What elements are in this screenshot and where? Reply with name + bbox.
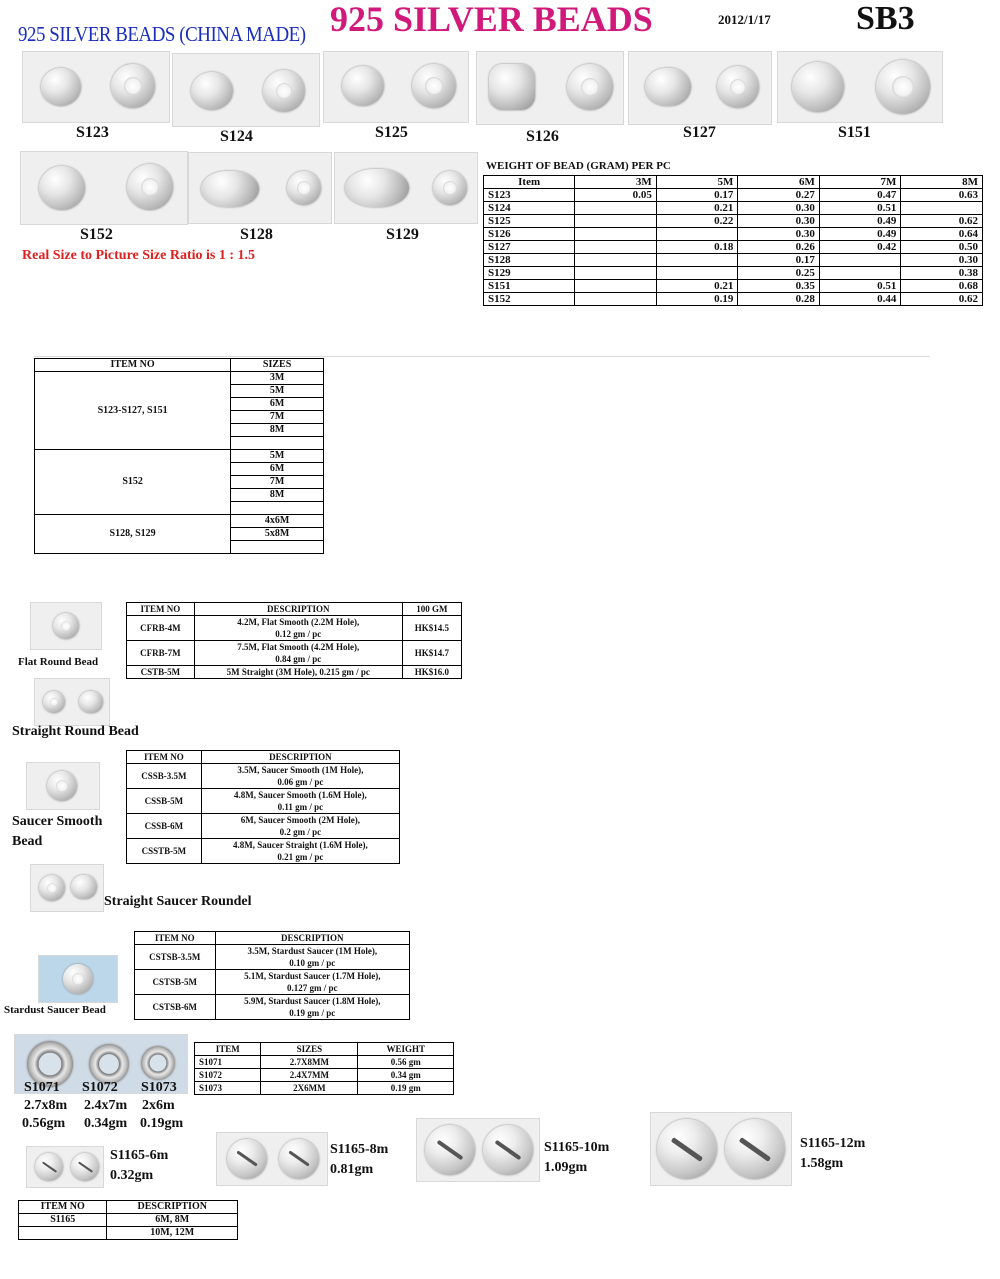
sizes-value: 5M — [231, 450, 324, 463]
weight-cell: S126 — [484, 228, 575, 241]
weight-cell: 0.44 — [819, 293, 901, 306]
stardust-desc-line: 0.10 gm / pc — [289, 958, 336, 968]
sizes-value: 7M — [231, 476, 324, 489]
weight-cell: S127 — [484, 241, 575, 254]
bead-photo-s125 — [323, 51, 469, 123]
flat-round-bead-photo — [30, 602, 102, 650]
saucer-table — [126, 750, 400, 864]
table-row — [484, 293, 983, 306]
flat-round-table — [126, 602, 462, 679]
weight-cell: S129 — [484, 267, 575, 280]
bead-label-s152: S152 — [80, 226, 113, 243]
sizes-value: 6M — [231, 463, 324, 476]
table-row — [127, 764, 400, 789]
s107x-cell: 2.4X7MM — [261, 1069, 358, 1082]
s1165-12m-photo — [650, 1112, 792, 1186]
bead-photo-s124 — [172, 53, 320, 127]
s1073-size: 2x6m — [142, 1098, 175, 1113]
sizes-item: S152 — [35, 450, 231, 515]
bead-label-s127: S127 — [683, 124, 716, 141]
s1165-8m-photo — [216, 1132, 328, 1186]
s107x-cell: 0.34 gm — [358, 1069, 454, 1082]
sizes-spacer — [231, 541, 324, 554]
sizes-value: 5M — [231, 385, 324, 398]
weight-cell — [656, 267, 738, 280]
stardust-desc-line: 0.127 gm / pc — [287, 983, 338, 993]
table-row — [135, 995, 410, 1020]
bead-label-s129: S129 — [386, 226, 419, 243]
saucer-item: CSSB-6M — [127, 814, 202, 839]
weight-header-cell: 8M — [901, 176, 983, 189]
page-title: 925 SILVER BEADS — [330, 0, 653, 39]
flat_round-desc — [194, 641, 402, 666]
s1165-header-item: ITEM NO — [19, 1201, 107, 1214]
weight-cell: S123 — [484, 189, 575, 202]
s1165-item-empty — [19, 1227, 107, 1240]
weight-cell — [575, 228, 657, 241]
weight-cell — [575, 293, 657, 306]
flat_round-header-cell: 100 GM — [402, 603, 461, 616]
weight-cell: 0.42 — [819, 241, 901, 254]
bead-photo-s128 — [188, 152, 332, 224]
weight-cell: 0.19 — [656, 293, 738, 306]
flat_round-price: HK$14.5 — [402, 616, 461, 641]
saucer-desc-line: 0.21 gm / pc — [277, 852, 324, 862]
flat_round-desc-line: 0.84 gm / pc — [275, 654, 322, 664]
table-row — [195, 1069, 454, 1082]
stardust-desc-line: 5.1M, Stardust Saucer (1.7M Hole), — [244, 971, 381, 981]
saucer-label: Saucer Smooth Bead — [12, 814, 103, 849]
sizes-value: 7M — [231, 411, 324, 424]
weight-cell: 0.35 — [738, 280, 820, 293]
table-row — [484, 280, 983, 293]
flat_round-desc-line: 4.2M, Flat Smooth (2.2M Hole), — [237, 617, 360, 627]
table-row — [35, 450, 324, 463]
weight-cell: 0.62 — [901, 293, 983, 306]
weight-cell: 0.17 — [656, 189, 738, 202]
saucer-desc — [201, 839, 399, 864]
s1071-size: 2.7x8m — [24, 1098, 68, 1113]
table-row — [484, 215, 983, 228]
flat_round-price: HK$16.0 — [402, 666, 461, 679]
weight-cell — [575, 267, 657, 280]
bead-photo-s127 — [628, 51, 772, 125]
weight-cell: 0.30 — [738, 202, 820, 215]
weight-header-cell: Item — [484, 176, 575, 189]
bead-photo-s129 — [334, 152, 478, 224]
s1165-header-desc: DESCRIPTION — [107, 1201, 238, 1214]
table-row — [484, 189, 983, 202]
sizes-spacer — [231, 502, 324, 515]
weight-cell: 0.27 — [738, 189, 820, 202]
weight-cell: S152 — [484, 293, 575, 306]
saucer-roundel-label: Straight Saucer Roundel — [104, 894, 252, 909]
weight-cell: S128 — [484, 254, 575, 267]
s107x-cell: S1073 — [195, 1082, 261, 1095]
header-date: 2012/1/17 — [718, 12, 771, 27]
ratio-note: Real Size to Picture Size Ratio is 1 : 1.5 — [22, 248, 256, 263]
table-row — [135, 945, 410, 970]
stardust-desc — [215, 945, 409, 970]
weight-cell: 0.30 — [901, 254, 983, 267]
s1165-12m-weight: 1.58gm — [800, 1156, 844, 1171]
weight-cell: 0.30 — [738, 215, 820, 228]
table-row — [135, 970, 410, 995]
weight-cell: 0.47 — [819, 189, 901, 202]
s107x-cell: 2.7X8MM — [261, 1056, 358, 1069]
weight-cell: 0.18 — [656, 241, 738, 254]
sizes-value: 3M — [231, 372, 324, 385]
weight-table-title: WEIGHT OF BEAD (GRAM) PER PC — [486, 160, 671, 172]
weight-cell: 0.62 — [901, 215, 983, 228]
weight-cell — [656, 254, 738, 267]
stardust-desc-line: 3.5M, Stardust Saucer (1M Hole), — [247, 946, 378, 956]
table-row — [195, 1082, 454, 1095]
weight-cell: S124 — [484, 202, 575, 215]
weight-table — [483, 175, 983, 306]
bead-photo-s123 — [22, 51, 170, 123]
weight-header-cell: 6M — [738, 176, 820, 189]
flat_round-desc — [194, 616, 402, 641]
saucer-desc-line: 4.8M, Saucer Smooth (1.6M Hole), — [233, 790, 367, 800]
s1071-weight: 0.56gm — [22, 1116, 66, 1131]
weight-cell — [901, 202, 983, 215]
weight-cell: 0.38 — [901, 267, 983, 280]
weight-cell — [656, 228, 738, 241]
weight-cell: 0.68 — [901, 280, 983, 293]
weight-header-cell: 7M — [819, 176, 901, 189]
sizes-value: 8M — [231, 489, 324, 502]
weight-cell — [575, 254, 657, 267]
weight-cell: 0.22 — [656, 215, 738, 228]
stardust-item: CSTSB-5M — [135, 970, 216, 995]
saucer-desc — [201, 764, 399, 789]
flat_round-desc — [194, 666, 402, 679]
table-row — [127, 839, 400, 864]
stardust-label: Stardust Saucer Bead — [4, 1004, 106, 1016]
table-row — [127, 641, 462, 666]
saucer-roundel-photo — [30, 864, 104, 912]
s1165-6m-code: S1165-6m — [110, 1148, 169, 1163]
s107x-cell: S1071 — [195, 1056, 261, 1069]
bead-label-s126: S126 — [526, 128, 559, 145]
s107x-header-cell: SIZES — [261, 1043, 358, 1056]
weight-cell: 0.49 — [819, 228, 901, 241]
flat_round-desc-line: 0.12 gm / pc — [275, 629, 322, 639]
saucer-desc-line: 0.11 gm / pc — [277, 802, 324, 812]
weight-cell: 0.49 — [819, 215, 901, 228]
sizes-value: 8M — [231, 424, 324, 437]
saucer-item: CSSB-3.5M — [127, 764, 202, 789]
table-row — [127, 616, 462, 641]
stardust-bead-photo — [38, 955, 118, 1003]
sizes-header-item: ITEM NO — [35, 359, 231, 372]
flat_round-item: CFRB-4M — [127, 616, 195, 641]
s107x-cell: S1072 — [195, 1069, 261, 1082]
bead-label-s124: S124 — [220, 128, 253, 145]
s1165-6m-photo — [26, 1146, 104, 1188]
s1072-weight: 0.34gm — [84, 1116, 128, 1131]
saucer-desc — [201, 789, 399, 814]
weight-cell — [575, 202, 657, 215]
saucer-item: CSSB-5M — [127, 789, 202, 814]
s1072-size: 2.4x7m — [84, 1098, 128, 1113]
divider-line — [34, 356, 930, 357]
s107x-cell: 0.56 gm — [358, 1056, 454, 1069]
sizes-item: S123-S127, S151 — [35, 372, 231, 450]
weight-cell: 0.51 — [819, 280, 901, 293]
bead-label-s128: S128 — [240, 226, 273, 243]
straight-round-bead-photo — [34, 678, 110, 726]
saucer-desc-line: 0.06 gm / pc — [277, 777, 324, 787]
stardust-desc-line: 5.9M, Stardust Saucer (1.8M Hole), — [244, 996, 381, 1006]
table-row — [484, 267, 983, 280]
table-row — [35, 359, 324, 372]
s107x-header-cell: WEIGHT — [358, 1043, 454, 1056]
s107x-cell: 0.19 gm — [358, 1082, 454, 1095]
weight-cell — [819, 267, 901, 280]
table-row — [484, 228, 983, 241]
s107x-cell: 2X6MM — [261, 1082, 358, 1095]
weight-cell: 0.25 — [738, 267, 820, 280]
saucer-header-cell: ITEM NO — [127, 751, 202, 764]
weight-cell: 0.05 — [575, 189, 657, 202]
s1165-10m-photo — [416, 1118, 540, 1182]
weight-cell: S125 — [484, 215, 575, 228]
bead-label-s151: S151 — [838, 124, 871, 141]
s1165-10m-weight: 1.09gm — [544, 1160, 588, 1175]
flat_round-item: CFRB-7M — [127, 641, 195, 666]
flat_round-item: CSTB-5M — [127, 666, 195, 679]
weight-cell — [819, 254, 901, 267]
s1165-item: S1165 — [19, 1214, 107, 1227]
s1165-8m-code: S1165-8m — [330, 1142, 389, 1157]
weight-header-cell: 3M — [575, 176, 657, 189]
table-row — [484, 241, 983, 254]
table-row — [127, 789, 400, 814]
page-subtitle: 925 SILVER BEADS (CHINA MADE) — [18, 22, 306, 46]
flat_round-desc-line: 7.5M, Flat Smooth (4.2M Hole), — [237, 642, 360, 652]
table-row — [484, 254, 983, 267]
sizes-value: 6M — [231, 398, 324, 411]
weight-cell: 0.63 — [901, 189, 983, 202]
s1165-10m-code: S1165-10m — [544, 1140, 610, 1155]
saucer-header-cell: DESCRIPTION — [201, 751, 399, 764]
weight-header-cell: 5M — [656, 176, 738, 189]
straight-round-label: Straight Round Bead — [12, 724, 139, 739]
stardust-header-cell: ITEM NO — [135, 932, 216, 945]
s1165-desc-2: 10M, 12M — [107, 1227, 238, 1240]
weight-cell: 0.30 — [738, 228, 820, 241]
weight-cell: 0.28 — [738, 293, 820, 306]
saucer-bead-photo — [26, 762, 100, 810]
stardust-header-cell: DESCRIPTION — [215, 932, 409, 945]
stardust-desc — [215, 970, 409, 995]
saucer-desc — [201, 814, 399, 839]
weight-cell: 0.50 — [901, 241, 983, 254]
bead-label-s123: S123 — [76, 124, 109, 141]
s1165-8m-weight: 0.81gm — [330, 1162, 374, 1177]
weight-cell: 0.26 — [738, 241, 820, 254]
catalog-code: SB3 — [856, 0, 915, 37]
stardust-item: CSTSB-3.5M — [135, 945, 216, 970]
sizes-item: S128, S129 — [35, 515, 231, 554]
weight-cell: S151 — [484, 280, 575, 293]
table-row — [484, 202, 983, 215]
sizes-header-sizes: SIZES — [231, 359, 324, 372]
sizes-value: 4x6M — [231, 515, 324, 528]
sizes-spacer — [231, 437, 324, 450]
saucer-desc-line: 3.5M, Saucer Smooth (1M Hole), — [237, 765, 364, 775]
weight-cell: 0.21 — [656, 202, 738, 215]
bead-photo-s151 — [777, 51, 943, 123]
stardust-desc-line: 0.19 gm / pc — [289, 1008, 336, 1018]
weight-cell: 0.64 — [901, 228, 983, 241]
table-row — [127, 666, 462, 679]
table-row — [195, 1056, 454, 1069]
s1165-6m-weight: 0.32gm — [110, 1168, 154, 1183]
sizes-value: 5x8M — [231, 528, 324, 541]
weight-cell — [575, 280, 657, 293]
weight-cell: 0.21 — [656, 280, 738, 293]
saucer-item: CSSTB-5M — [127, 839, 202, 864]
s107x-header-cell: ITEM — [195, 1043, 261, 1056]
flat_round-header-cell: DESCRIPTION — [194, 603, 402, 616]
table-row — [35, 372, 324, 385]
stardust-item: CSTSB-6M — [135, 995, 216, 1020]
s1165-12m-code: S1165-12m — [800, 1136, 866, 1151]
saucer-desc-line: 6M, Saucer Smooth (2M Hole), — [240, 815, 361, 825]
s1165-table — [18, 1200, 238, 1240]
s1072-code: S1072 — [82, 1080, 118, 1095]
stardust-table — [134, 931, 410, 1020]
s1073-code: S1073 — [141, 1080, 177, 1095]
saucer-desc-line: 4.8M, Saucer Straight (1.6M Hole), — [232, 840, 368, 850]
table-row — [127, 814, 400, 839]
weight-cell — [575, 241, 657, 254]
flat_round-header-cell: ITEM NO — [127, 603, 195, 616]
flat-round-label: Flat Round Bead — [18, 656, 99, 668]
saucer-desc-line: 0.2 gm / pc — [279, 827, 322, 837]
sizes-table — [34, 358, 324, 554]
bead-photo-s152 — [20, 151, 188, 225]
weight-cell: 0.51 — [819, 202, 901, 215]
stardust-desc — [215, 995, 409, 1020]
s1071-code: S1071 — [24, 1080, 60, 1095]
bead-label-s125: S125 — [375, 124, 408, 141]
flat_round-desc-line: 5M Straight (3M Hole), 0.215 gm / pc — [226, 667, 370, 677]
flat_round-price: HK$14.7 — [402, 641, 461, 666]
weight-cell: 0.17 — [738, 254, 820, 267]
s1165-desc-1: 6M, 8M — [107, 1214, 238, 1227]
s107x-table — [194, 1042, 454, 1095]
bead-photo-s126 — [476, 51, 624, 125]
weight-cell — [575, 215, 657, 228]
s1073-weight: 0.19gm — [140, 1116, 184, 1131]
table-row — [35, 515, 324, 528]
